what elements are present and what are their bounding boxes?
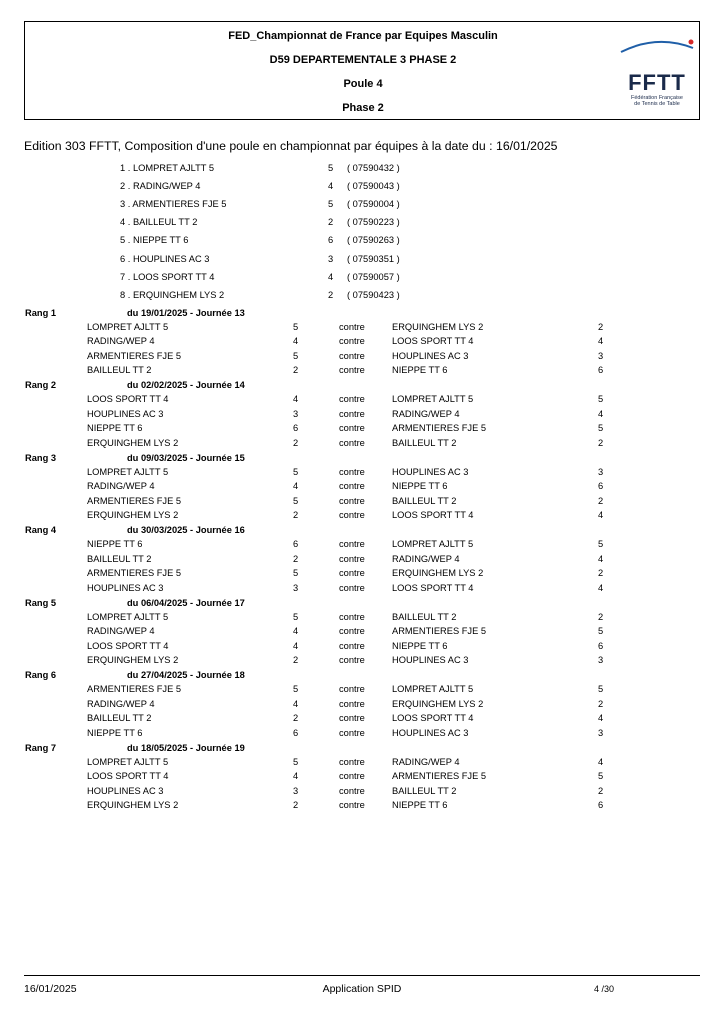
home-player-count: 6 xyxy=(293,727,299,738)
away-team: NIEPPE TT 6 xyxy=(392,365,448,375)
team-entry xyxy=(120,181,200,191)
away-team: HOUPLINES AC 3 xyxy=(392,655,469,665)
round-label: Rang 5 xyxy=(25,597,56,608)
versus-label: contre xyxy=(339,727,365,738)
away-player-count: 3 xyxy=(598,655,604,665)
home-team: ERQUINGHEM LYS 2 xyxy=(87,510,179,520)
versus-label: contre xyxy=(339,640,365,651)
home-team: LOMPRET AJLTT 5 xyxy=(87,466,169,477)
versus-label: contre xyxy=(339,771,365,781)
away-player-count: 3 xyxy=(598,350,604,361)
logo-text: FFTT xyxy=(628,70,686,95)
away-team: RADING/WEP 4 xyxy=(392,756,460,767)
away-team: LOMPRET AJLTT 5 xyxy=(392,539,474,549)
team-entry xyxy=(120,217,197,227)
away-team: ERQUINGHEM LYS 2 xyxy=(392,568,484,578)
team-code: ( 07590423 ) xyxy=(347,289,400,300)
home-player-count: 5 xyxy=(293,350,299,361)
away-player-count: 5 xyxy=(598,539,604,549)
away-team: LOOS SPORT TT 4 xyxy=(392,713,474,723)
versus-label: contre xyxy=(339,785,365,796)
team-code: ( 07590004 ) xyxy=(347,199,400,210)
home-player-count: 4 xyxy=(293,771,299,781)
team-number: 4 . xyxy=(120,217,131,228)
home-player-count: 5 xyxy=(293,568,299,578)
home-team: ARMENTIERES FJE 5 xyxy=(87,684,182,694)
home-team: RADING/WEP 4 xyxy=(87,336,155,346)
away-player-count: 2 xyxy=(598,785,604,796)
home-team: ERQUINGHEM LYS 2 xyxy=(87,655,179,665)
versus-label: contre xyxy=(339,568,365,578)
home-team: LOOS SPORT TT 4 xyxy=(87,640,169,651)
versus-label: contre xyxy=(339,756,365,767)
home-team: BAILLEUL TT 2 xyxy=(87,365,152,375)
home-team: NIEPPE TT 6 xyxy=(87,423,143,433)
away-team: LOMPRET AJLTT 5 xyxy=(392,684,474,694)
home-player-count: 6 xyxy=(293,423,299,433)
team-number: 5 . xyxy=(120,235,131,246)
home-team: ERQUINGHEM LYS 2 xyxy=(87,800,179,810)
versus-label: contre xyxy=(339,336,365,346)
home-player-count: 5 xyxy=(293,495,299,506)
team-number: 3 . xyxy=(120,199,131,210)
home-team: LOOS SPORT TT 4 xyxy=(87,771,169,781)
away-player-count: 4 xyxy=(598,756,604,767)
team-entry xyxy=(120,235,188,245)
away-team: LOOS SPORT TT 4 xyxy=(392,336,474,346)
team-code: ( 07590043 ) xyxy=(347,181,400,192)
versus-label: contre xyxy=(339,698,365,709)
versus-label: contre xyxy=(339,365,365,375)
team-number: 7 . xyxy=(120,271,131,282)
team-code: ( 07590057 ) xyxy=(347,271,400,282)
home-player-count: 2 xyxy=(293,655,299,665)
home-player-count: 5 xyxy=(293,466,299,477)
team-name: HOUPLINES AC 3 xyxy=(132,253,210,264)
team-number: 8 . xyxy=(120,289,131,300)
away-team: LOOS SPORT TT 4 xyxy=(392,510,474,520)
away-team: NIEPPE TT 6 xyxy=(392,640,448,651)
home-team: RADING/WEP 4 xyxy=(87,698,155,709)
versus-label: contre xyxy=(339,582,365,593)
home-team: RADING/WEP 4 xyxy=(87,626,155,636)
versus-label: contre xyxy=(339,539,365,549)
home-team: BAILLEUL TT 2 xyxy=(87,553,152,564)
away-player-count: 6 xyxy=(598,481,604,491)
team-name: RADING/WEP 4 xyxy=(132,181,201,192)
round-date: du 06/04/2025 - Journée 17 xyxy=(127,597,245,608)
versus-label: contre xyxy=(339,655,365,665)
team-player-count: 4 xyxy=(328,271,334,282)
away-player-count: 4 xyxy=(598,510,604,520)
home-team: ARMENTIERES FJE 5 xyxy=(87,495,182,506)
versus-label: contre xyxy=(339,350,365,361)
team-player-count: 5 xyxy=(328,163,334,173)
versus-label: contre xyxy=(339,800,365,810)
home-player-count: 4 xyxy=(293,336,299,346)
home-team: ARMENTIERES FJE 5 xyxy=(87,350,182,361)
team-name: LOOS SPORT TT 4 xyxy=(132,271,215,282)
round-date: du 18/05/2025 - Journée 19 xyxy=(127,742,245,753)
away-team: RADING/WEP 4 xyxy=(392,408,460,419)
home-player-count: 5 xyxy=(293,611,299,622)
away-player-count: 3 xyxy=(598,727,604,738)
home-player-count: 3 xyxy=(293,785,299,796)
away-player-count: 5 xyxy=(598,771,604,781)
away-team: HOUPLINES AC 3 xyxy=(392,466,469,477)
team-entry xyxy=(120,290,224,300)
header-box xyxy=(24,21,700,120)
away-player-count: 2 xyxy=(598,568,604,578)
away-player-count: 2 xyxy=(598,611,604,622)
home-player-count: 4 xyxy=(293,626,299,636)
away-team: LOOS SPORT TT 4 xyxy=(392,582,474,593)
team-number: 1 . xyxy=(120,163,131,173)
team-player-count: 3 xyxy=(328,253,334,264)
away-team: NIEPPE TT 6 xyxy=(392,800,448,810)
away-player-count: 5 xyxy=(598,423,604,433)
team-player-count: 6 xyxy=(328,235,334,246)
round-date: du 19/01/2025 - Journée 13 xyxy=(127,307,245,318)
team-code: ( 07590263 ) xyxy=(347,235,400,246)
team-player-count: 2 xyxy=(328,289,334,300)
footer-divider xyxy=(24,975,700,976)
home-team: NIEPPE TT 6 xyxy=(87,727,143,738)
away-player-count: 2 xyxy=(598,495,604,506)
away-team: RADING/WEP 4 xyxy=(392,553,460,564)
team-entry xyxy=(120,199,226,209)
versus-label: contre xyxy=(339,481,365,491)
versus-label: contre xyxy=(339,510,365,520)
away-team: ERQUINGHEM LYS 2 xyxy=(392,698,484,709)
away-team: NIEPPE TT 6 xyxy=(392,481,448,491)
away-team: ARMENTIERES FJE 5 xyxy=(392,771,487,781)
home-player-count: 2 xyxy=(293,437,299,448)
home-team: NIEPPE TT 6 xyxy=(87,539,143,549)
round-label: Rang 6 xyxy=(25,670,56,680)
round-date: du 30/03/2025 - Journée 16 xyxy=(127,525,245,535)
home-team: HOUPLINES AC 3 xyxy=(87,582,164,593)
round-label: Rang 1 xyxy=(25,307,56,318)
away-team: ERQUINGHEM LYS 2 xyxy=(392,321,484,332)
footer-page: 4 /30 xyxy=(594,984,615,994)
away-player-count: 4 xyxy=(598,336,604,346)
footer-app: Application SPID xyxy=(322,983,402,995)
home-team: ERQUINGHEM LYS 2 xyxy=(87,437,179,448)
away-player-count: 2 xyxy=(598,321,604,332)
home-player-count: 2 xyxy=(293,553,299,564)
home-team: LOOS SPORT TT 4 xyxy=(87,394,169,404)
versus-label: contre xyxy=(339,394,365,404)
round-date: du 27/04/2025 - Journée 18 xyxy=(127,670,245,680)
home-player-count: 2 xyxy=(293,713,299,723)
home-player-count: 5 xyxy=(293,756,299,767)
home-player-count: 3 xyxy=(293,408,299,419)
versus-label: contre xyxy=(339,437,365,448)
championship-title: FED_Championnat de France par Equipes Masculin xyxy=(228,30,498,42)
home-team: RADING/WEP 4 xyxy=(87,481,155,491)
home-player-count: 6 xyxy=(293,539,299,549)
home-player-count: 4 xyxy=(293,698,299,709)
away-team: BAILLEUL TT 2 xyxy=(392,611,457,622)
home-team: LOMPRET AJLTT 5 xyxy=(87,611,169,622)
team-entry xyxy=(120,254,209,264)
team-name: NIEPPE TT 6 xyxy=(132,235,189,246)
home-team: HOUPLINES AC 3 xyxy=(87,408,164,419)
away-team: LOMPRET AJLTT 5 xyxy=(392,394,474,404)
away-team: HOUPLINES AC 3 xyxy=(392,350,469,361)
versus-label: contre xyxy=(339,553,365,564)
away-player-count: 6 xyxy=(598,365,604,375)
away-player-count: 6 xyxy=(598,800,604,810)
away-team: BAILLEUL TT 2 xyxy=(392,785,457,796)
edition-line: Edition 303 FFTT, Composition d'une poule en championnat par équipes à la date du : 16/01/2025 xyxy=(24,139,558,153)
division-title: D59 DEPARTEMENTALE 3 PHASE 2 xyxy=(269,54,457,66)
versus-label: contre xyxy=(339,684,365,694)
fftt-logo xyxy=(617,28,697,108)
away-player-count: 5 xyxy=(598,626,604,636)
home-player-count: 4 xyxy=(293,640,299,651)
team-code: ( 07590432 ) xyxy=(347,163,400,173)
team-name: ERQUINGHEM LYS 2 xyxy=(132,289,225,300)
round-label: Rang 7 xyxy=(25,742,56,753)
away-player-count: 4 xyxy=(598,408,604,419)
versus-label: contre xyxy=(339,713,365,723)
home-player-count: 5 xyxy=(293,321,299,332)
versus-label: contre xyxy=(339,321,365,332)
team-name: LOMPRET AJLTT 5 xyxy=(132,163,215,173)
home-team: ARMENTIERES FJE 5 xyxy=(87,568,182,578)
away-player-count: 4 xyxy=(598,582,604,593)
versus-label: contre xyxy=(339,495,365,506)
home-team: LOMPRET AJLTT 5 xyxy=(87,321,169,332)
away-team: BAILLEUL TT 2 xyxy=(392,437,457,448)
versus-label: contre xyxy=(339,408,365,419)
pool-title: Poule 4 xyxy=(343,78,383,90)
away-player-count: 4 xyxy=(598,553,604,564)
home-team: LOMPRET AJLTT 5 xyxy=(87,756,169,767)
away-team: ARMENTIERES FJE 5 xyxy=(392,626,487,636)
home-team: HOUPLINES AC 3 xyxy=(87,785,164,796)
home-player-count: 5 xyxy=(293,684,299,694)
team-number: 2 . xyxy=(120,181,131,192)
away-team: HOUPLINES AC 3 xyxy=(392,727,469,738)
away-player-count: 2 xyxy=(598,698,604,709)
logo-sub1: Fédération Française xyxy=(631,95,683,101)
versus-label: contre xyxy=(339,466,365,477)
team-player-count: 2 xyxy=(328,217,334,228)
team-entry xyxy=(120,272,214,282)
round-label: Rang 4 xyxy=(25,525,56,535)
home-player-count: 4 xyxy=(293,394,299,404)
team-player-count: 4 xyxy=(328,181,334,192)
phase-title: Phase 2 xyxy=(342,102,384,114)
versus-label: contre xyxy=(339,423,365,433)
home-player-count: 2 xyxy=(293,800,299,810)
versus-label: contre xyxy=(339,626,365,636)
team-name: BAILLEUL TT 2 xyxy=(132,217,198,228)
round-date: du 09/03/2025 - Journée 15 xyxy=(127,452,245,463)
away-player-count: 2 xyxy=(598,437,604,448)
team-code: ( 07590223 ) xyxy=(347,217,400,228)
home-team: BAILLEUL TT 2 xyxy=(87,713,152,723)
away-team: BAILLEUL TT 2 xyxy=(392,495,457,506)
team-code: ( 07590351 ) xyxy=(347,253,400,264)
home-player-count: 4 xyxy=(293,481,299,491)
team-player-count: 5 xyxy=(328,199,334,210)
home-player-count: 2 xyxy=(293,510,299,520)
away-player-count: 3 xyxy=(598,466,604,477)
away-player-count: 6 xyxy=(598,640,604,651)
footer-date: 16/01/2025 xyxy=(24,983,77,995)
round-label: Rang 2 xyxy=(25,380,56,390)
team-number: 6 . xyxy=(120,253,131,264)
away-player-count: 5 xyxy=(598,394,604,404)
away-player-count: 4 xyxy=(598,713,604,723)
team-entry xyxy=(120,163,214,173)
round-date: du 02/02/2025 - Journée 14 xyxy=(127,380,245,390)
logo-sub2: de Tennis de Table xyxy=(634,101,680,107)
away-team: ARMENTIERES FJE 5 xyxy=(392,423,487,433)
home-player-count: 2 xyxy=(293,365,299,375)
away-player-count: 5 xyxy=(598,684,604,694)
home-player-count: 3 xyxy=(293,582,299,593)
round-label: Rang 3 xyxy=(25,452,56,463)
versus-label: contre xyxy=(339,611,365,622)
team-name: ARMENTIERES FJE 5 xyxy=(132,199,227,210)
